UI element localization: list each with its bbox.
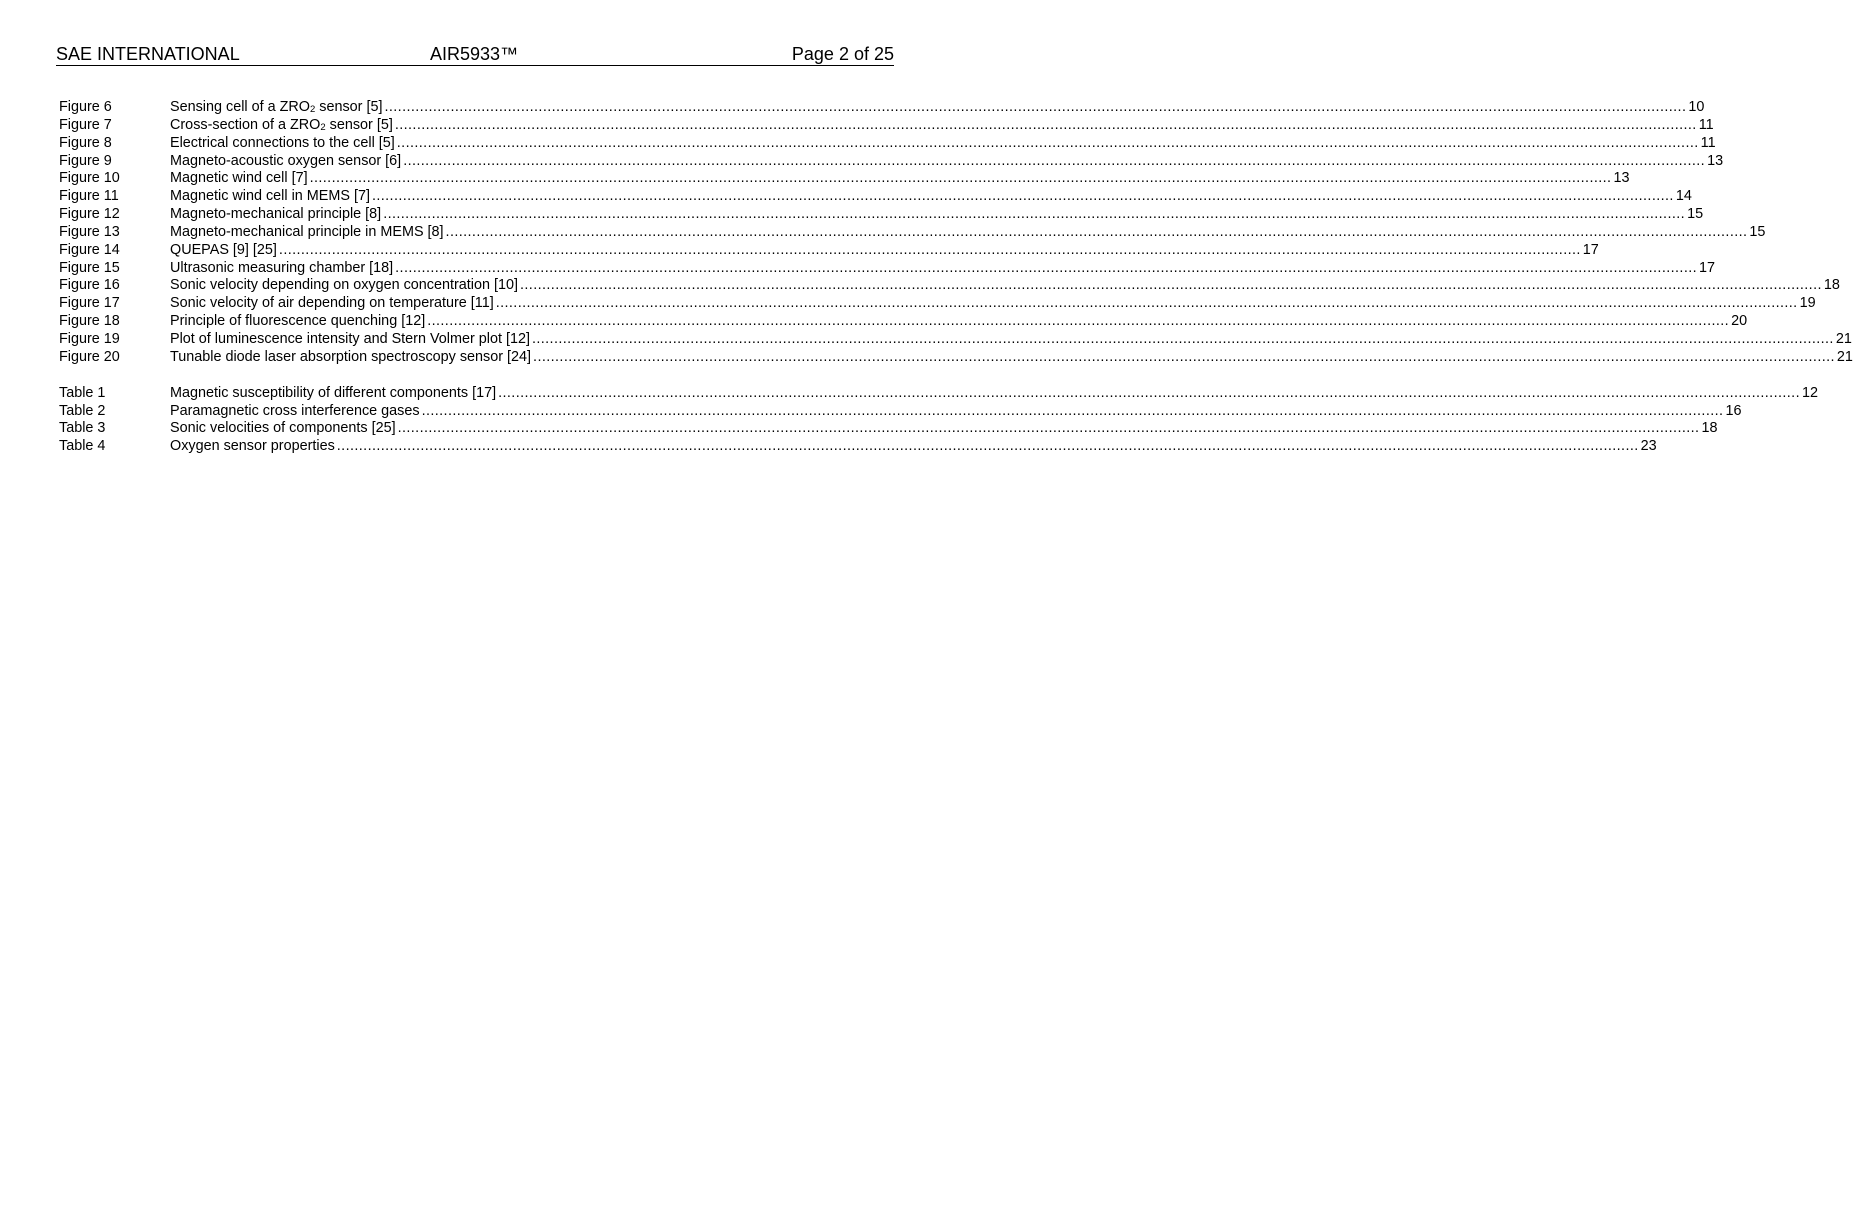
dot-leader — [395, 260, 1697, 278]
figure-entry[interactable] — [59, 313, 1748, 331]
entry-title-subscript: 2 — [320, 121, 326, 133]
entry-title: Oxygen sensor properties — [170, 438, 335, 455]
figure-entry[interactable] — [59, 277, 1840, 295]
table-entry[interactable] — [59, 384, 1818, 403]
entry-page-number: 13 — [1707, 152, 1724, 169]
entry-page-number: 14 — [1675, 188, 1692, 205]
list-of-figures-and-tables — [59, 99, 1853, 456]
entry-title: Magneto-mechanical principle [8] — [170, 206, 382, 223]
entry-title: Tunable diode laser absorption spectroscopy sensor [24] — [170, 348, 532, 365]
entry-title: Magnetic wind cell [7] — [170, 170, 308, 187]
dot-leader — [496, 295, 1798, 313]
entry-page-number: 18 — [1701, 420, 1718, 437]
figure-entry[interactable] — [59, 206, 1704, 224]
entry-label: Figure 20 — [59, 348, 120, 365]
entry-title: Paramagnetic cross interference gases — [170, 402, 420, 419]
entry-title: Electrical connections to the cell [5] — [170, 134, 395, 151]
entry-page-number: 21 — [1836, 348, 1853, 365]
dot-leader — [397, 135, 1699, 153]
entry-title: QUEPAS [9] [25] — [170, 241, 277, 258]
entry-label: Figure 10 — [59, 170, 120, 187]
figure-entry[interactable] — [59, 295, 1816, 313]
figure-entry[interactable] — [59, 348, 1853, 367]
dot-leader — [446, 224, 1748, 242]
dot-leader — [427, 313, 1729, 331]
entry-title-subscript: 2 — [309, 104, 316, 115]
dot-leader — [403, 153, 1705, 171]
dot-leader — [520, 277, 1822, 295]
entry-page-number: 15 — [1687, 206, 1704, 223]
entry-label: Figure 12 — [59, 206, 120, 223]
dot-leader — [422, 403, 1724, 421]
figure-entry[interactable] — [59, 99, 1705, 117]
entry-title: Principle of fluorescence quenching [12] — [170, 313, 426, 330]
entry-title: Plot of luminescence intensity and Stern Volmer plot [12] — [170, 330, 530, 347]
dot-leader — [310, 170, 1612, 188]
dot-leader — [337, 438, 1639, 456]
dot-leader — [395, 117, 1697, 135]
entry-label: Table 4 — [59, 438, 106, 455]
header-page-number: Page 2 of 25 — [791, 44, 894, 64]
entry-label: Figure 9 — [59, 152, 112, 169]
entry-page-number: 16 — [1725, 402, 1742, 419]
entry-title: Magnetic wind cell in MEMS [7] — [170, 188, 370, 205]
figure-entry[interactable] — [59, 330, 1852, 349]
dot-leader — [384, 99, 1686, 117]
entry-title-text: Sensing cell of a ZRO — [170, 99, 310, 115]
figure-entry[interactable] — [59, 188, 1692, 206]
entry-label: Table 1 — [59, 384, 106, 401]
entry-label: Figure 7 — [59, 116, 112, 133]
entry-title: Sonic velocity of air depending on temperature [11] — [170, 295, 494, 312]
entry-page-number: 10 — [1688, 99, 1705, 115]
dot-leader — [533, 349, 1835, 367]
entry-label: Figure 13 — [59, 223, 120, 240]
entry-title: Magneto-acoustic oxygen sensor [6] — [170, 152, 402, 169]
entry-page-number: 17 — [1699, 259, 1716, 276]
entry-title: Sonic velocity depending on oxygen concentration [10] — [170, 277, 519, 294]
dot-leader — [372, 188, 1674, 206]
entry-label: Figure 6 — [59, 99, 112, 115]
table-entry[interactable] — [59, 420, 1718, 438]
figure-entry[interactable] — [59, 152, 1724, 171]
figure-entry[interactable] — [59, 223, 1766, 242]
dot-leader — [279, 242, 1581, 260]
entry-label: Figure 19 — [59, 330, 120, 347]
header-document-number: AIR5933™ — [430, 44, 519, 64]
entry-label: Figure 15 — [59, 259, 120, 276]
page-header — [56, 43, 894, 66]
entry-title: Sonic velocities of components [25] — [170, 420, 396, 437]
entry-title: Ultrasonic measuring chamber [18] — [170, 259, 394, 276]
dot-leader — [383, 206, 1685, 224]
figure-entry[interactable] — [59, 134, 1716, 153]
dot-leader — [532, 331, 1834, 349]
entry-title-text: Cross-section of a ZRO — [170, 116, 321, 133]
figure-entry[interactable] — [59, 259, 1716, 278]
entry-label: Figure 8 — [59, 134, 112, 151]
list-of-tables — [59, 384, 1818, 456]
entry-page-number: 11 — [1700, 134, 1716, 151]
entry-label: Table 3 — [59, 420, 106, 437]
entry-page-number: 20 — [1731, 313, 1748, 330]
entry-page-number: 13 — [1613, 170, 1630, 187]
table-entry[interactable] — [59, 402, 1742, 421]
figure-entry[interactable] — [59, 241, 1599, 260]
entry-page-number: 17 — [1582, 241, 1599, 258]
entry-title: Magnetic susceptibility of different components [17] — [170, 384, 497, 401]
header-organization: SAE INTERNATIONAL — [56, 44, 240, 64]
entry-label: Figure 18 — [59, 313, 120, 330]
entry-page-number: 19 — [1799, 295, 1816, 312]
entry-title: Magneto-mechanical principle in MEMS [8] — [170, 223, 444, 240]
entry-title-text: sensor [5] — [325, 116, 393, 133]
list-of-figures — [59, 99, 1853, 367]
entry-page-number: 18 — [1823, 277, 1840, 294]
entry-page-number: 21 — [1835, 330, 1852, 347]
entry-page-number: 12 — [1801, 384, 1818, 401]
dot-leader — [498, 385, 1800, 403]
entry-label: Table 2 — [59, 402, 106, 419]
entry-label: Figure 16 — [59, 277, 120, 294]
entry-title-text: sensor [5] — [315, 99, 383, 115]
figure-entry[interactable] — [59, 170, 1630, 188]
entry-label: Figure 14 — [59, 241, 120, 258]
entry-page-number: 15 — [1749, 223, 1766, 240]
table-entry[interactable] — [59, 438, 1657, 456]
entry-label: Figure 17 — [59, 295, 120, 312]
dot-leader — [398, 420, 1700, 438]
entry-label: Figure 11 — [59, 188, 119, 205]
entry-page-number: 23 — [1640, 438, 1657, 455]
figure-entry[interactable] — [59, 116, 1714, 135]
entry-page-number: 11 — [1698, 116, 1714, 133]
